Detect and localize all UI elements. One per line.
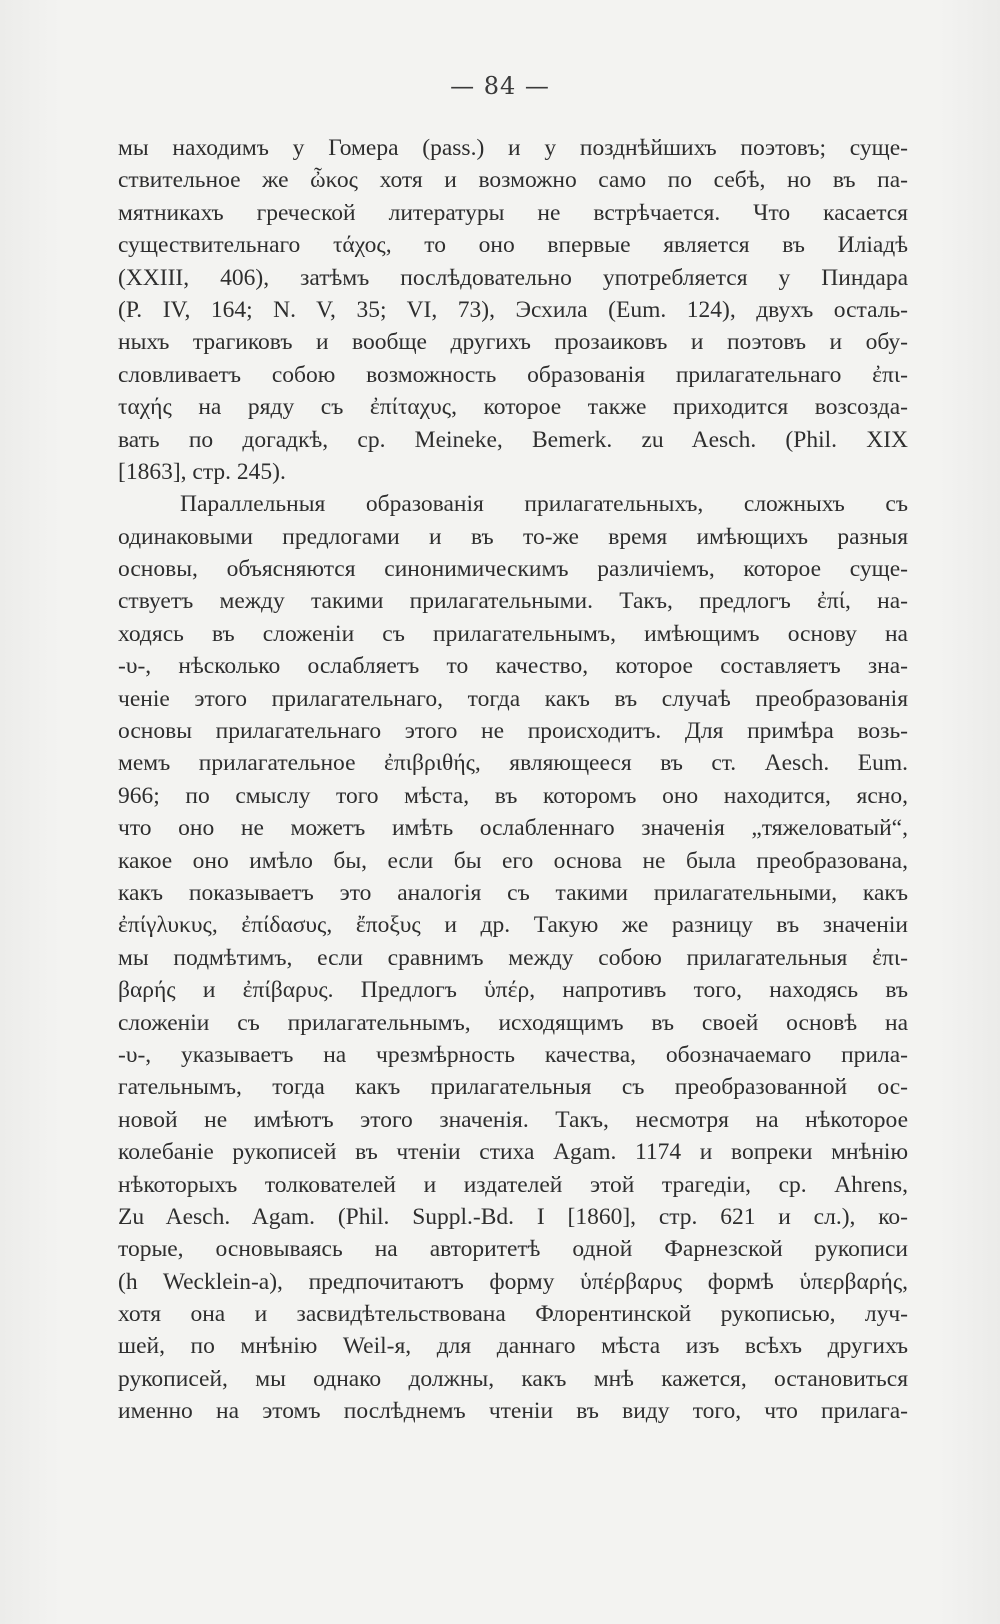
text-line: ствуетъ между такими прилагательными. Такъ, предлогъ ἐπί, на- [118, 588, 908, 615]
text-line: ствительное же ὦκος хотя и возможно само по себѣ, но въ па- [118, 167, 908, 194]
text-line: рукописей, мы однако должны, какъ мнѣ кажется, остановиться [118, 1365, 908, 1392]
page-number: — 84 — [450, 72, 550, 100]
text-line: ἐπίγλυκυς, ἐπίδασυς, ἔποξυς и др. Такую же разницу въ значеніи [118, 912, 908, 939]
text-line: основы прилагательнаго этого не происходитъ. Для примѣра возь- [118, 718, 908, 745]
text-line: (h Wecklein-a), предпочитаютъ форму ὑπέρβαρυς формѣ ὑπερβαρής, [118, 1268, 908, 1295]
body-text [118, 132, 908, 1428]
text-line: ходясь въ сложеніи съ прилагательнымъ, имѣющимъ основу на [118, 620, 908, 647]
text-line: ныхъ трагиковъ и вообще другихъ прозаиковъ и поэтовъ и обу- [118, 329, 908, 356]
text-line: мы находимъ у Гомера (pass.) и у позднѣйшихъ поэтовъ; суще- [118, 135, 908, 161]
text-line: колебаніе рукописей въ чтеніи стиха Agam. 1174 и вопреки мнѣнію [118, 1139, 908, 1166]
paragraph-start-line: Параллельныя образованія прилагательныхъ, сложныхъ съ [180, 491, 908, 518]
text-line: ταχής на ряду съ ἐπίταχυς, которое также приходится возсозда- [118, 394, 908, 421]
text-line: словливаетъ собою возможность образованія прилагательнаго ἐπι- [118, 361, 908, 388]
text-line: вать по догадкѣ, ср. Meineke, Bemerk. zu Aesch. (Phil. XIX [118, 426, 908, 453]
text-line: хотя она и засвидѣтельствована Флорентинской рукописью, луч- [118, 1301, 908, 1328]
text-line: -υ-, указываетъ на чрезмѣрность качества, обозначаемаго прила- [118, 1041, 908, 1068]
text-line: нѣкоторыхъ толкователей и издателей этой трагедіи, ср. Ahrens, [118, 1171, 908, 1198]
text-line: мы подмѣтимъ, если сравнимъ между собою прилагательныя ἐπι- [118, 944, 908, 971]
text-line: ченіе этого прилагательнаго, тогда какъ въ случаѣ преобразованія [118, 685, 908, 712]
text-line: шей, по мнѣнію Weil-я, для даннаго мѣста изъ всѣхъ другихъ [118, 1333, 908, 1360]
text-line: новой не имѣютъ этого значенія. Такъ, несмотря на нѣкоторое [118, 1106, 908, 1133]
text-line: -υ-, нѣсколько ослабляетъ то качество, которое составляетъ зна- [118, 653, 908, 680]
text-line: существительнаго τάχος, то оно впервые является въ Иліадѣ [118, 232, 908, 259]
text-line: (P. IV, 164; N. V, 35; VI, 73), Эсхила (Eum. 124), двухъ осталь- [118, 296, 908, 323]
text-line: какое оно имѣло бы, если бы его основа не была преобразована, [118, 847, 908, 874]
text-line: 966; по смыслу того мѣста, въ которомъ оно находится, ясно, [118, 782, 908, 809]
text-line: торые, основываясь на авторитетѣ одной Фарнезской рукописи [118, 1236, 908, 1263]
text-line: βαρής и ἐπίβαρυς. Предлогъ ὑπέρ, напротивъ того, находясь въ [118, 977, 908, 1004]
text-line: сложеніи съ прилагательнымъ, исходящимъ въ своей основѣ на [118, 1009, 908, 1036]
text-line: мемъ прилагательное ἐπιβριθής, являющееся въ ст. Aesch. Eum. [118, 750, 908, 777]
text-line: Zu Aesch. Agam. (Phil. Suppl.-Bd. I [1860], стр. 621 и сл.), ко- [118, 1203, 908, 1230]
text-line: (XXIII, 406), затѣмъ послѣдовательно употребляется у Пиндара [118, 264, 908, 291]
text-line: одинаковыми предлогами и въ то-же время имѣющихъ разныя [118, 523, 908, 550]
text-line: мятникахъ греческой литературы не встрѣчается. Что касается [118, 199, 908, 226]
text-line: гательнымъ, тогда какъ прилагательныя съ преобразованной ос- [118, 1074, 908, 1101]
paragraph-end-line: [1863], стр. 245). [118, 458, 286, 485]
text-line: что оно не можетъ имѣть ослабленнаго значенія „тяжеловатый“, [118, 815, 908, 842]
text-line: основы, объясняются синонимическимъ различіемъ, которое суще- [118, 556, 908, 583]
text-line: именно на этомъ послѣднемъ чтеніи въ виду того, что прилага- [118, 1398, 908, 1425]
text-line: какъ показываетъ это аналогія съ такими прилагательными, какъ [118, 879, 908, 906]
